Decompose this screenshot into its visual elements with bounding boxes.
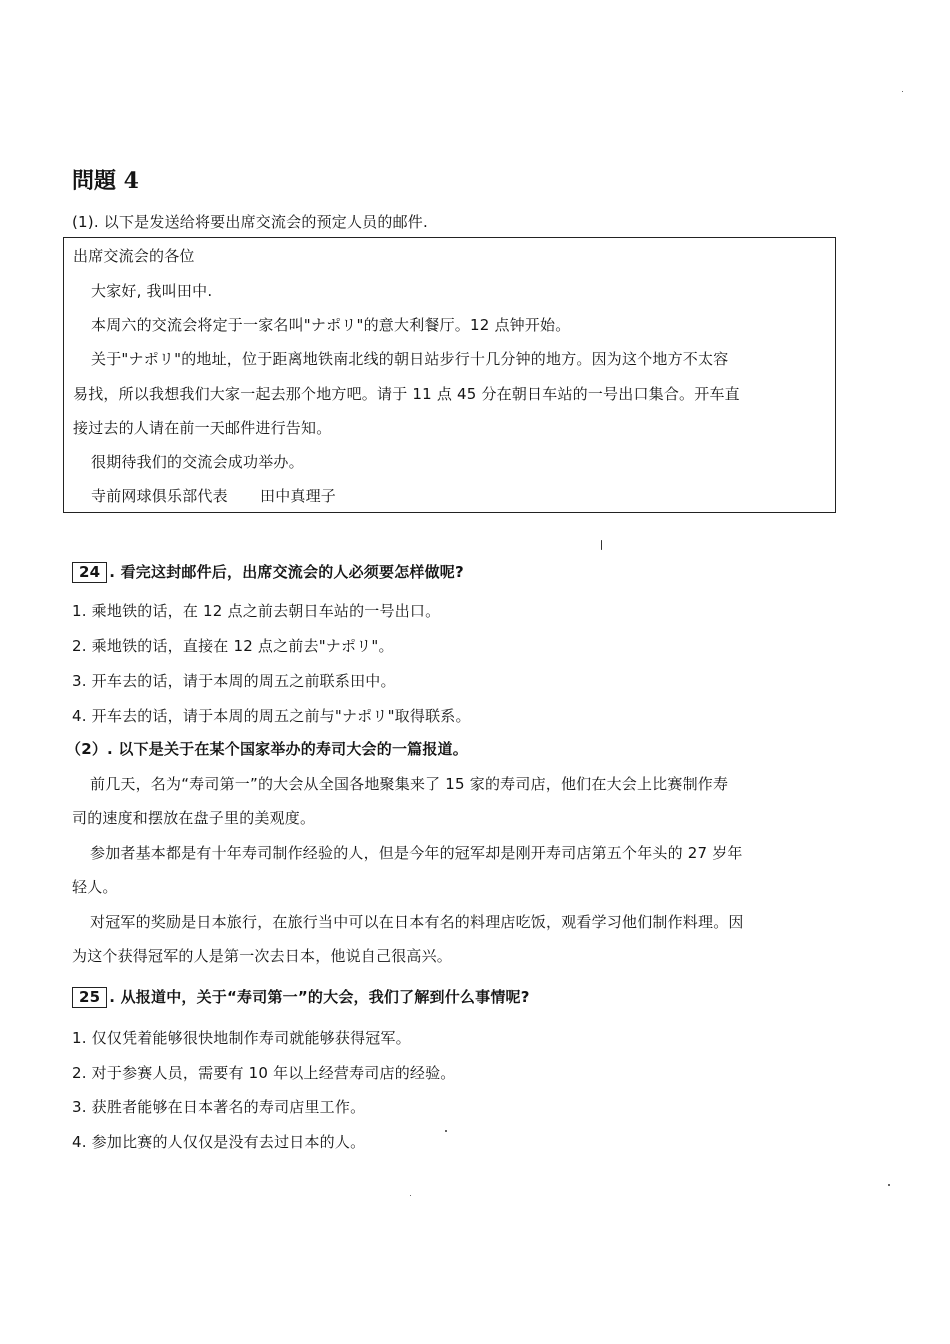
email-line: 很期待我们的交流会成功举办。: [91, 453, 304, 471]
answer-option: 2. 乘地铁的话，直接在 12 点之前去"ナポリ"。: [72, 637, 394, 655]
article-line: 参加者基本都是有十年寿司制作经验的人，但是今年的冠军却是刚开寿司店第五个年头的 27 岁年: [90, 844, 743, 862]
email-salutation: 出席交流会的各位: [73, 247, 195, 265]
question-number-box: 25: [72, 987, 107, 1008]
answer-option: 2. 对于参赛人员，需要有 10 年以上经营寿司店的经验。: [72, 1064, 456, 1082]
scan-speck: [902, 91, 903, 92]
answer-option: 1. 乘地铁的话，在 12 点之前去朝日车站的一号出口。: [72, 602, 441, 620]
answer-option: 3. 获胜者能够在日本著名的寿司店里工作。: [72, 1098, 366, 1116]
email-signature-org: 寺前网球俱乐部代表: [91, 487, 228, 505]
question-text: . 看完这封邮件后，出席交流会的人必须要怎样做呢?: [109, 563, 464, 581]
answer-option: 4. 开车去的话，请于本周的周五之前与"ナポリ"取得联系。: [72, 707, 471, 725]
question-25: [72, 987, 530, 1008]
section2-intro: （2）. 以下是关于在某个国家举办的寿司大会的一篇报道。: [66, 740, 468, 758]
scan-speck: [888, 1184, 890, 1186]
scan-speck: [601, 540, 602, 550]
article-line: 前几天，名为“寿司第一”的大会从全国各地聚集来了 15 家的寿司店，他们在大会上比赛制作寿: [90, 775, 729, 793]
email-line: 本周六的交流会将定于一家名叫"ナポリ"的意大利餐厅。12 点钟开始。: [91, 316, 571, 334]
email-line: 易找，所以我想我们大家一起去那个地方吧。请于 11 点 45 分在朝日车站的一号出口集合。开车直: [73, 385, 740, 403]
question-number-box: 24: [72, 562, 107, 583]
scan-speck: [445, 1130, 447, 1132]
answer-option: 3. 开车去的话，请于本周的周五之前联系田中。: [72, 672, 396, 690]
scan-speck: [410, 1195, 411, 1196]
article-line: 为这个获得冠军的人是第一次去日本，他说自己很高兴。: [72, 947, 453, 965]
article-line: 司的速度和摆放在盘子里的美观度。: [72, 809, 316, 827]
answer-option: 4. 参加比赛的人仅仅是没有去过日本的人。: [72, 1133, 366, 1151]
email-line: 大家好, 我叫田中.: [91, 282, 213, 300]
section1-intro: (1). 以下是发送给将要出席交流会的预定人员的邮件.: [72, 213, 428, 231]
question-text: . 从报道中，关于“寿司第一”的大会，我们了解到什么事情呢?: [109, 988, 530, 1006]
email-signature-name: 田中真理子: [260, 487, 337, 505]
article-line: 轻人。: [72, 878, 118, 896]
article-line: 对冠军的奖励是日本旅行，在旅行当中可以在日本有名的料理店吃饭，观看学习他们制作料理。因: [90, 913, 744, 931]
problem-title: 問題 4: [72, 168, 139, 194]
question-24: [72, 562, 464, 583]
answer-option: 1. 仅仅凭着能够很快地制作寿司就能够获得冠军。: [72, 1029, 411, 1047]
email-line: 接过去的人请在前一天邮件进行告知。: [73, 419, 332, 437]
email-box: [63, 237, 836, 513]
email-line: 关于"ナポリ"的地址，位于距离地铁南北线的朝日站步行十几分钟的地方。因为这个地方不太容: [91, 350, 729, 368]
